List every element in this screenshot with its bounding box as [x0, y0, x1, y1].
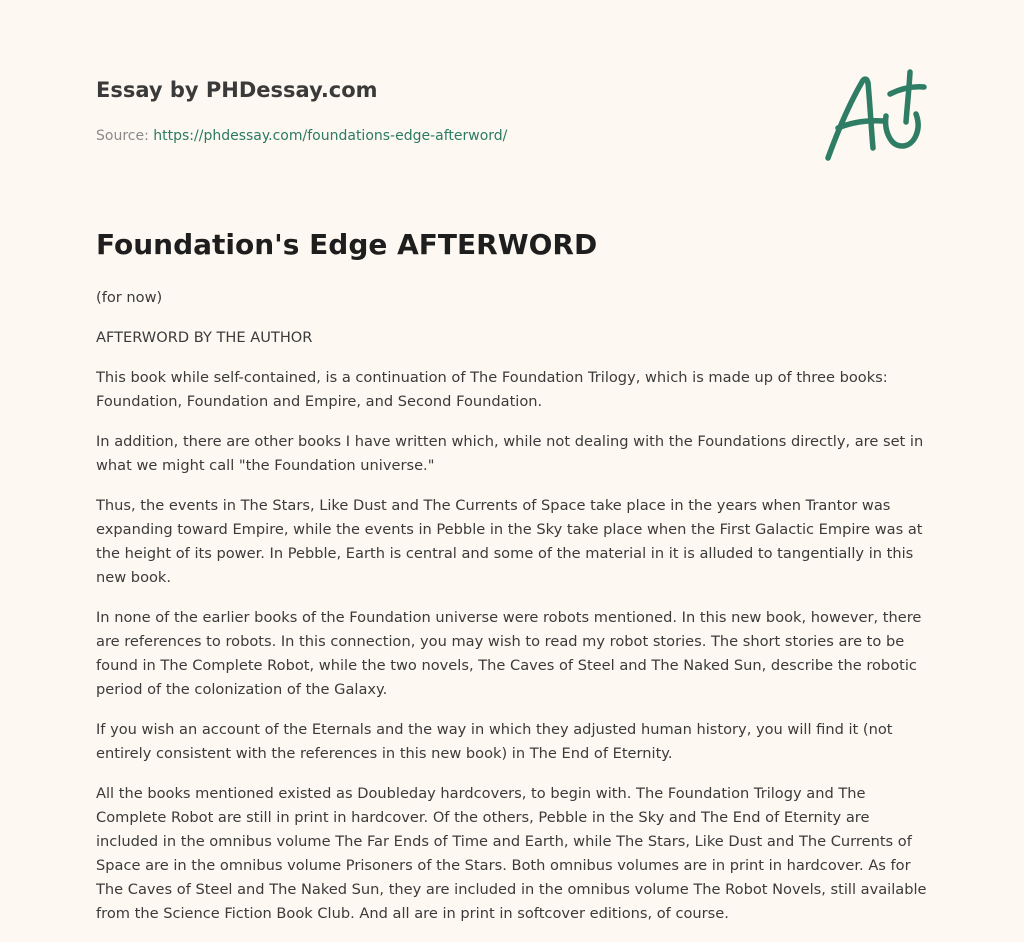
page-header	[96, 76, 796, 146]
a-plus-logo-icon	[816, 64, 932, 168]
article-paragraph: All the books mentioned existed as Doubleday hardcovers, to begin with. The Foundation Trilogy and The Complete Robot are still in print in hardcover. Of the others, Pebble in the Sky and The End of Eternity are included in the omnibus volume The Far Ends of Time and Earth, while The Stars, Like Dust and The Currents of Space are in the omnibus volume Prisoners of the Stars. Both omnibus volumes are in print in hardcover. As for The Caves of Steel and The Naked Sun, they are included in the omnibus volume The Robot Novels, still available from the Science Fiction Book Club. And all are in print in softcover editions, of course.	[96, 785, 927, 922]
source-link[interactable]: https://phdessay.com/foundations-edge-afterword/	[153, 128, 508, 144]
article-paragraph: In none of the earlier books of the Foundation universe were robots mentioned. In this new book, however, there are references to robots. In this connection, you may wish to read my robot stories. The short stories are to be found in The Complete Robot, while the two novels, The Caves of Steel and The Naked Sun, describe the robotic period of the colonization of the Galaxy.	[96, 609, 922, 698]
article-paragraph: (for now)	[96, 289, 163, 306]
source-label: Source:	[96, 128, 149, 144]
article-paragraph: Thus, the events in The Stars, Like Dust and The Currents of Space take place in the years when Trantor was expanding toward Empire, while the events in Pebble in the Sky take place when the First Galactic Empire was at the height of its power. In Pebble, Earth is central and some of the material in it is alluded to tangentially in this new book.	[96, 497, 923, 586]
source-line	[96, 126, 796, 146]
article	[96, 226, 930, 942]
site-brand: Essay by PHDessay.com	[96, 78, 378, 102]
article-paragraph: In addition, there are other books I have written which, while not dealing with the Foundations directly, are set in what we might call "the Foundation universe."	[96, 433, 924, 474]
article-paragraph: AFTERWORD BY THE AUTHOR	[96, 329, 313, 346]
article-paragraph: If you wish an account of the Eternals and the way in which they adjusted human history, you will find it (not entirely consistent with the references in this new book) in The End of Eternity.	[96, 721, 893, 762]
article-title: Foundation's Edge AFTERWORD	[96, 228, 598, 261]
article-paragraph: This book while self-contained, is a continuation of The Foundation Trilogy, which is made up of three books: Foundation, Foundation and Empire, and Second Foundation.	[96, 369, 888, 410]
